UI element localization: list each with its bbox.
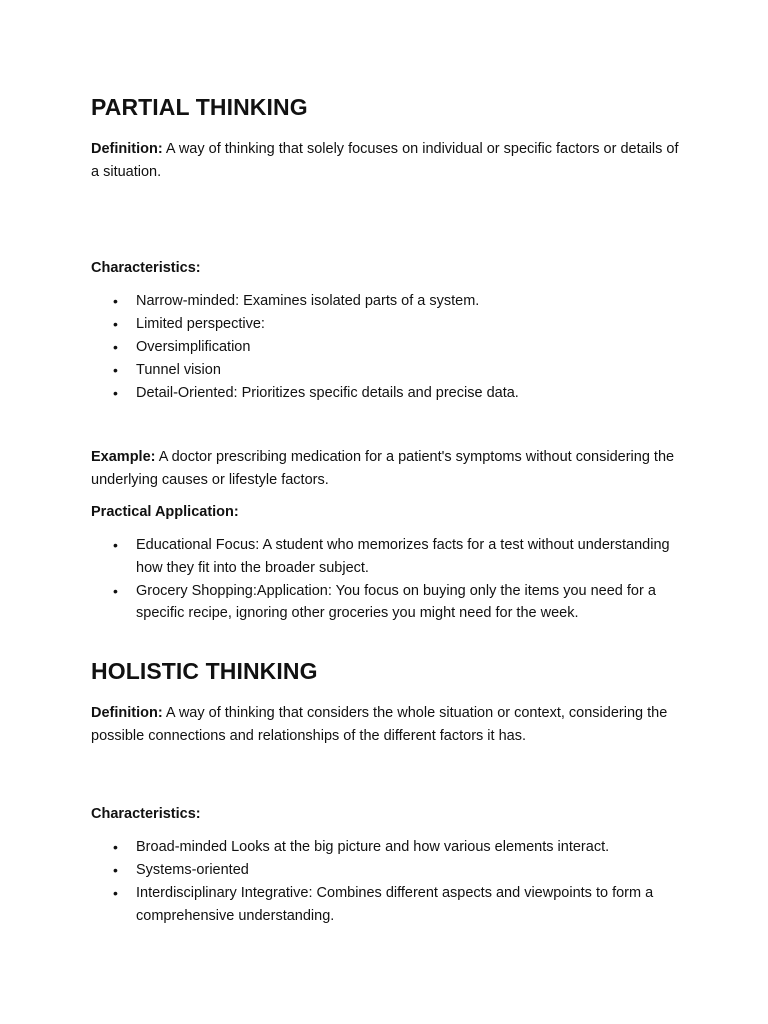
bullet-icon: • [113, 839, 118, 855]
list-item-text: Broad-minded Looks at the big picture and how various elements interact. [136, 839, 610, 855]
list-item [91, 359, 681, 382]
bullet-icon: • [113, 385, 118, 402]
list-item-text: Narrow-minded: Examines isolated parts of a system. [136, 293, 480, 309]
list-item [91, 534, 681, 579]
partial-example [91, 446, 681, 491]
list-item-text: Grocery Shopping:Application: You focus on buying only the items you need for a specific recipe, ignoring other groceries you might need for the week. [136, 582, 656, 622]
partial-definition-text: A way of thinking that solely focuses on individual or specific factors or details of a situation. [91, 141, 679, 180]
list-item [91, 859, 681, 882]
list-item-text: Oversimplification [136, 339, 251, 356]
list-item [91, 882, 681, 927]
bullet-icon: • [113, 582, 118, 599]
holistic-thinking-heading: HOLISTIC THINKING [91, 658, 318, 684]
list-item-text: Tunnel vision [136, 362, 221, 379]
list-item-text: Systems-oriented [136, 862, 249, 879]
list-item [91, 580, 681, 625]
holistic-definition [91, 702, 681, 747]
holistic-definition-label: Definition: [91, 705, 163, 721]
list-item [91, 290, 681, 313]
list-item [91, 382, 681, 405]
bullet-icon: • [113, 537, 118, 553]
partial-definition [91, 138, 681, 183]
bullet-icon: • [113, 362, 118, 379]
partial-application-label: Practical Application: [91, 504, 239, 520]
bullet-icon: • [113, 885, 118, 902]
list-item [91, 336, 681, 359]
holistic-characteristics-label: Characteristics: [91, 806, 201, 822]
bullet-icon: • [113, 316, 118, 333]
list-item [91, 836, 681, 859]
bullet-icon: • [113, 293, 118, 309]
bullet-icon: • [113, 339, 118, 356]
partial-example-text: A doctor prescribing medication for a patient's symptoms without considering the underlying causes or lifestyle factors. [91, 449, 675, 488]
list-item-text: Detail-Oriented: Prioritizes specific details and precise data. [136, 385, 519, 402]
list-item [91, 313, 681, 336]
partial-applications-list [91, 534, 681, 625]
partial-example-label: Example: [91, 449, 156, 465]
partial-definition-label: Definition: [91, 141, 163, 157]
holistic-characteristics-list [91, 836, 681, 928]
list-item-text: Interdisciplinary Integrative: Combines different aspects and viewpoints to form a comprehensive understanding. [136, 885, 654, 924]
holistic-definition-text: A way of thinking that considers the whole situation or context, considering the possible connections and relationships of the different factors it has. [91, 705, 668, 744]
partial-characteristics-list [91, 290, 681, 405]
partial-characteristics-label: Characteristics: [91, 260, 201, 276]
partial-thinking-heading: PARTIAL THINKING [91, 94, 308, 120]
list-item-text: Educational Focus: A student who memorizes facts for a test without understanding how they fit into the broader subject. [136, 537, 670, 576]
list-item-text: Limited perspective: [136, 316, 265, 333]
bullet-icon: • [113, 862, 118, 879]
